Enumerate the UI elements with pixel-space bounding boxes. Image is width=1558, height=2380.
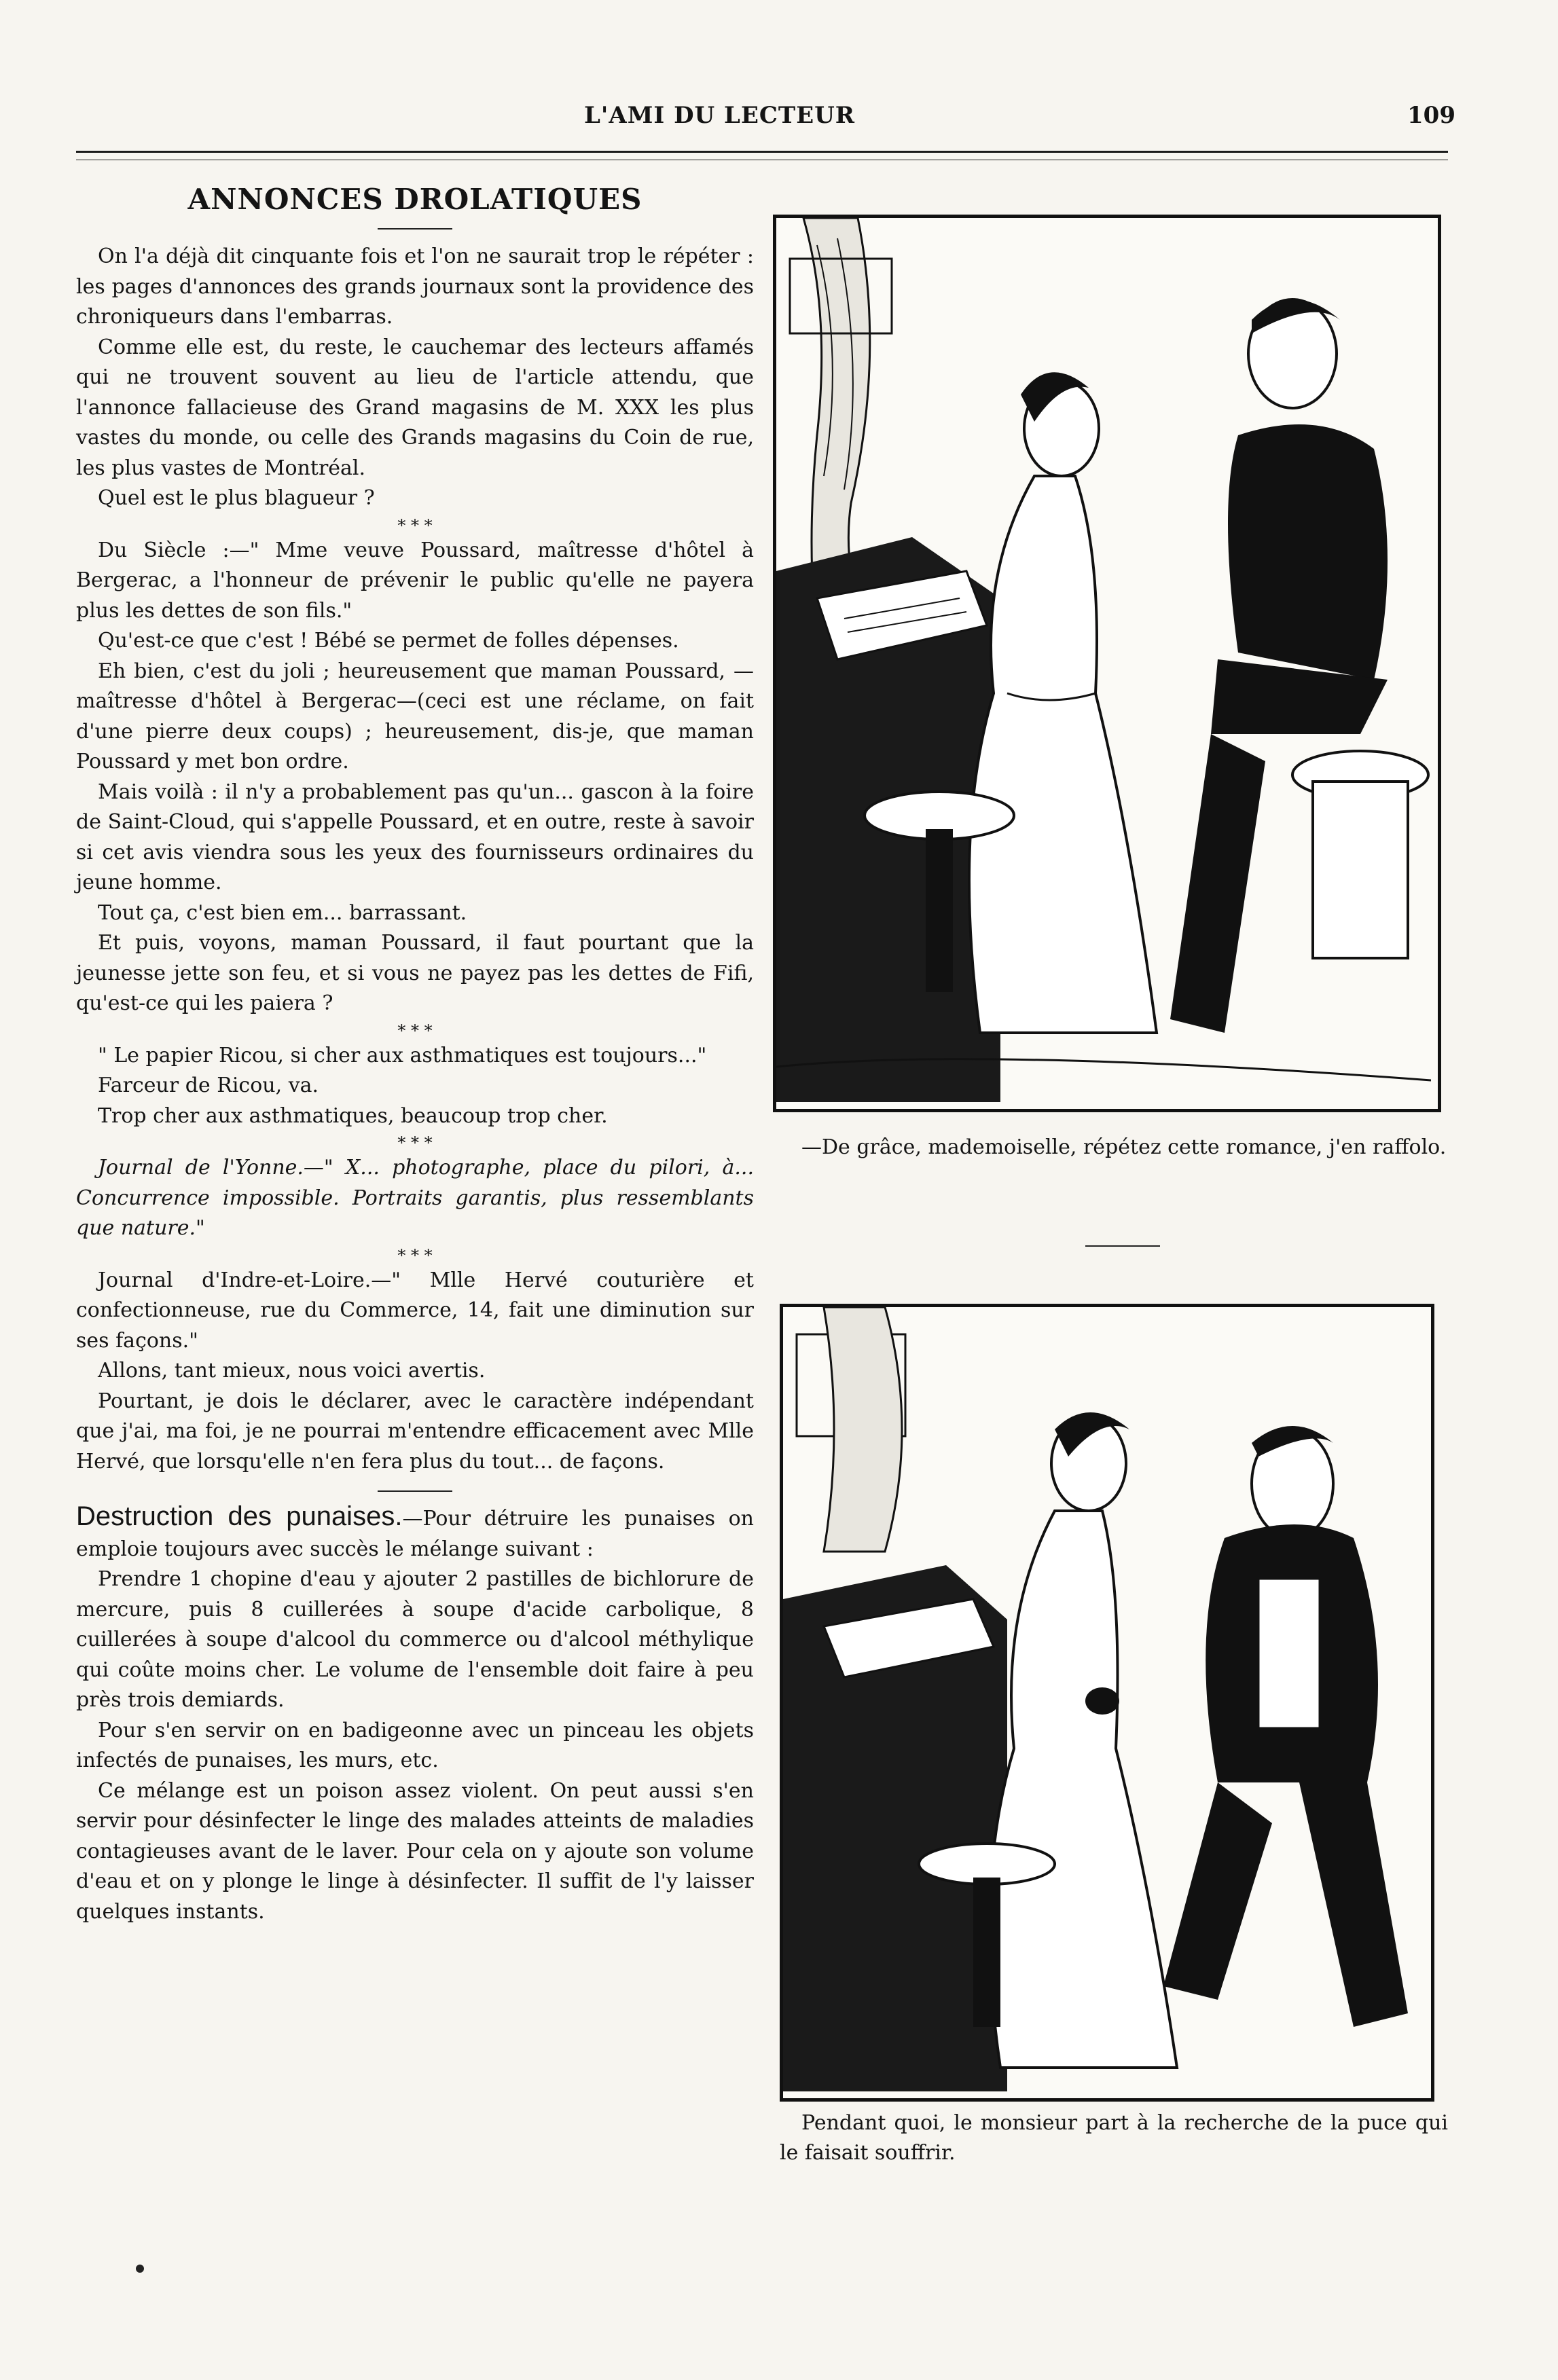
running-title: L'AMI DU LECTEUR (584, 102, 856, 129)
paragraph: Tout ça, c'est bien em... barrassant. (98, 900, 467, 925)
article-title: ANNONCES DROLATIQUES (187, 183, 642, 216)
section-rule (378, 1490, 452, 1492)
header-rule (76, 151, 1448, 160)
paragraph: " Le papier Ricou, si cher aux asthmatiques est toujours..." (98, 1043, 707, 1067)
asterism: * * * (397, 515, 433, 535)
page-number: 109 (1407, 102, 1455, 129)
paragraph: Trop cher aux asthmatiques, beaucoup trop cher. (98, 1103, 608, 1128)
cartoon-illustration-1 (776, 218, 1431, 1102)
paragraph: Prendre 1 chopine d'eau y ajouter 2 pastilles de bichlorure de mercure, puis 8 cuillerées à soupe d'acide carbolique, 8 cuillerées à soupe d'alcool du commerce ou d'alcool méthylique qui coûte moins cher. Le volume de l'ensemble doit faire à peu près trois demiards. (76, 1567, 754, 1712)
cartoon-caption-1: —De grâce, mademoiselle, répétez cette romance, j'en raffolo. (801, 1135, 1447, 1159)
recipe-intro: —Pour détruire les punaises on emploie toujours avec succès le mélange suivant : (76, 1507, 754, 1561)
paragraph: Journal d'Indre-et-Loire.—" Mlle Hervé couturière et confectionneuse, rue du Commerce, 14, fait une diminution sur ses façons." (76, 1268, 754, 1353)
paragraph: On l'a déjà dit cinquante fois et l'on ne saurait trop le répéter : les pages d'annonces des grands journaux sont la providence des chroniqueurs dans l'embarras. (76, 244, 754, 329)
paragraph: Du Siècle :—" Mme veuve Poussard, maîtresse d'hôtel à Bergerac, a l'honneur de prévenir le public qu'elle ne payera plus les dettes de son fils." (76, 538, 754, 623)
left-column (76, 178, 754, 1927)
recipe-lead (76, 1501, 754, 1564)
paragraph: Quel est le plus blagueur ? (98, 486, 375, 510)
paragraph: Farceur de Ricou, va. (98, 1074, 319, 1097)
cartoon-flea-hunt (780, 1304, 1434, 2102)
paragraph: Pourtant, je dois le déclarer, avec le caractère indépendant que j'ai, ma foi, je ne pourrai m'entendre efficacement avec Mlle Hervé, que lorsqu'elle n'en fera plus du tout... de façons. (76, 1389, 754, 1473)
paragraph: Et puis, voyons, maman Poussard, il faut pourtant que la jeunesse jette son feu, et si vous ne payez pas les dettes de Fifi, qu'est-ce qui les paiera ? (76, 931, 754, 1015)
cartoon-caption-2: Pendant quoi, le monsieur part à la recherche de la puce qui le faisait souffrir. (780, 2111, 1448, 2165)
cartoon-divider-rule (1085, 1245, 1160, 1247)
asterism: * * * (397, 1133, 433, 1152)
paragraph: Qu'est-ce que c'est ! Bébé se permet de folles dépenses. (98, 629, 679, 653)
paragraph: Eh bien, c'est du joli ; heureusement que maman Poussard, —maîtresse d'hôtel à Bergerac—(ceci est une réclame, on fait d'une pierre deux coups) ; heureusement, dis-je, que maman Poussard y met bon ordre. (76, 659, 754, 773)
asterism: * * * (397, 1021, 433, 1040)
paragraph: Allons, tant mieux, nous voici avertis. (98, 1359, 486, 1383)
title-rule (378, 228, 452, 230)
recipe-heading: Destruction des punaises. (76, 1501, 403, 1531)
printing-speck (136, 2265, 144, 2273)
paragraph: Comme elle est, du reste, le cauchemar des lecteurs affamés qui ne trouvent souvent au lieu de l'article attendu, que l'annonce fallacieuse des Grand magasins de M. XXX les plus vastes du monde, ou celle des Grands magasins du Coin de rue, les plus vastes de Montréal. (76, 335, 754, 480)
paragraph: Journal de l'Yonne.—" X... photographe, place du pilori, à... Concurrence impossible. Portraits garantis, plus ressemblants que nature." (76, 1156, 754, 1240)
cartoon-piano-serenade (773, 215, 1441, 1112)
asterism: * * * (397, 1245, 433, 1265)
paragraph: Ce mélange est un poison assez violent. On peut aussi s'en servir pour désinfecter le linge des malades atteints de maladies contagieuses avant de le laver. Pour cela on y ajoute son volume d'eau et on y plonge le linge à désinfecter. Il suffit de l'y laisser quelques instants. (76, 1778, 754, 1924)
paragraph: Mais voilà : il n'y a probablement pas qu'un... gascon à la foire de Saint-Cloud, qui s'appelle Poussard, et en outre, reste à savoir si cet avis viendra sous les yeux des fournisseurs ordinaires du jeune homme. (76, 780, 754, 894)
cartoon-illustration-2 (783, 1307, 1424, 2091)
paragraph: Pour s'en servir on en badigeonne avec un pinceau les objets infectés de punaises, les murs, etc. (76, 1718, 754, 1772)
